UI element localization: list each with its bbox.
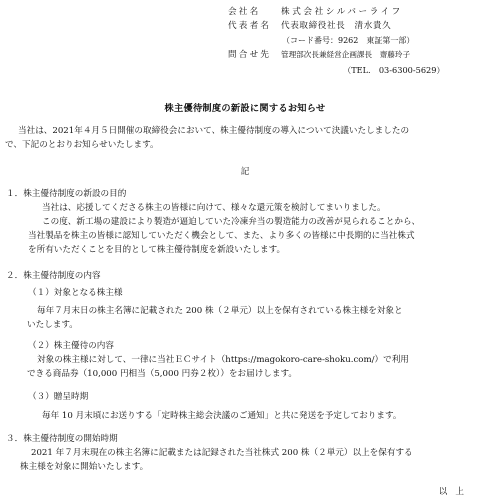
section-3-line-2: 株主様を対象に開始いたします。 — [20, 462, 149, 472]
contact-value: 管理部次長兼経営企画課長 齋藤玲子 — [281, 50, 411, 59]
ki-marker: 記 — [240, 167, 250, 177]
section-3-line-1: 2021 年７月末現在の株主名簿に記載または記録された当社株式 200 株（２単元）以上を保有する — [31, 448, 413, 458]
section-2-sub-2-line-2: できる商品券（10,000 円相当（5,000 円券２枚））をお届けします。 — [27, 369, 297, 379]
section-3-heading: ３．株主優待制度の開始時期 — [6, 434, 118, 444]
section-1-line-3: 当社製品を株主の皆様に認知していただく機会として、また、より多くの皆様に中長期的に当社株式 — [28, 231, 415, 241]
contact-label: 問合せ先 — [228, 50, 272, 60]
section-2-heading: ２．株主優待制度の内容 — [6, 271, 101, 281]
tel-number: （TEL. 03-6300-5629） — [343, 65, 445, 75]
page-title: 株主優待制度の新設に関するお知らせ — [164, 103, 326, 114]
section-1-line-1: 当社は、応援してくださる株主の皆様に向けて、様々な還元策を検討してまいりました。 — [42, 203, 386, 213]
company-name-value: 株式会社シルバーライフ — [281, 7, 403, 17]
representative-label: 代表者名 — [228, 21, 272, 31]
section-2-sub-3-line-1: 毎年 10 月末頃にお送りする「定時株主総会決議のご通知」と共に発送を予定しております。 — [42, 411, 402, 421]
section-2-sub-2-heading: （２）株主優待の内容 — [28, 341, 114, 351]
section-2-sub-3-heading: （３）贈呈時期 — [28, 392, 89, 402]
intro-line-1: 当社は、2021年４月５日開催の取締役会において、株主優待制度の導入について決議いたしましたの — [18, 126, 410, 136]
intro-line-2: で、下記のとおりお知らせいたします。 — [5, 140, 159, 150]
company-name-label: 会社名 — [228, 7, 261, 17]
stock-code: （コード番号：9262 東証第一部） — [282, 36, 415, 45]
section-2-sub-1-line-2: いたします。 — [27, 320, 78, 330]
section-1-heading: １．株主優待制度の新設の目的 — [6, 189, 127, 199]
section-2-sub-2-line-1: 対象の株主様に対して、一律に当社ＥＣサイト（https://magokoro-care-shoku.com/）で利用 — [37, 355, 409, 365]
representative-value: 代表取締役社長 清水貴久 — [281, 21, 392, 31]
closing-mark: 以上 — [438, 487, 472, 497]
section-2-sub-1-line-1: 毎年７月末日の株主名簿に記載された 200 株（２単元）以上を保有されている株主様を対象と — [37, 306, 403, 316]
section-2-sub-1-heading: （１）対象となる株主様 — [28, 288, 123, 298]
section-1-line-2: この度、新工場の建設により製造が逼迫していた冷凍弁当の製造能力の改善が見られることから、 — [42, 217, 421, 227]
section-1-line-4: を所有いただくことを目的として株主優待制度を新設いたします。 — [28, 245, 286, 255]
